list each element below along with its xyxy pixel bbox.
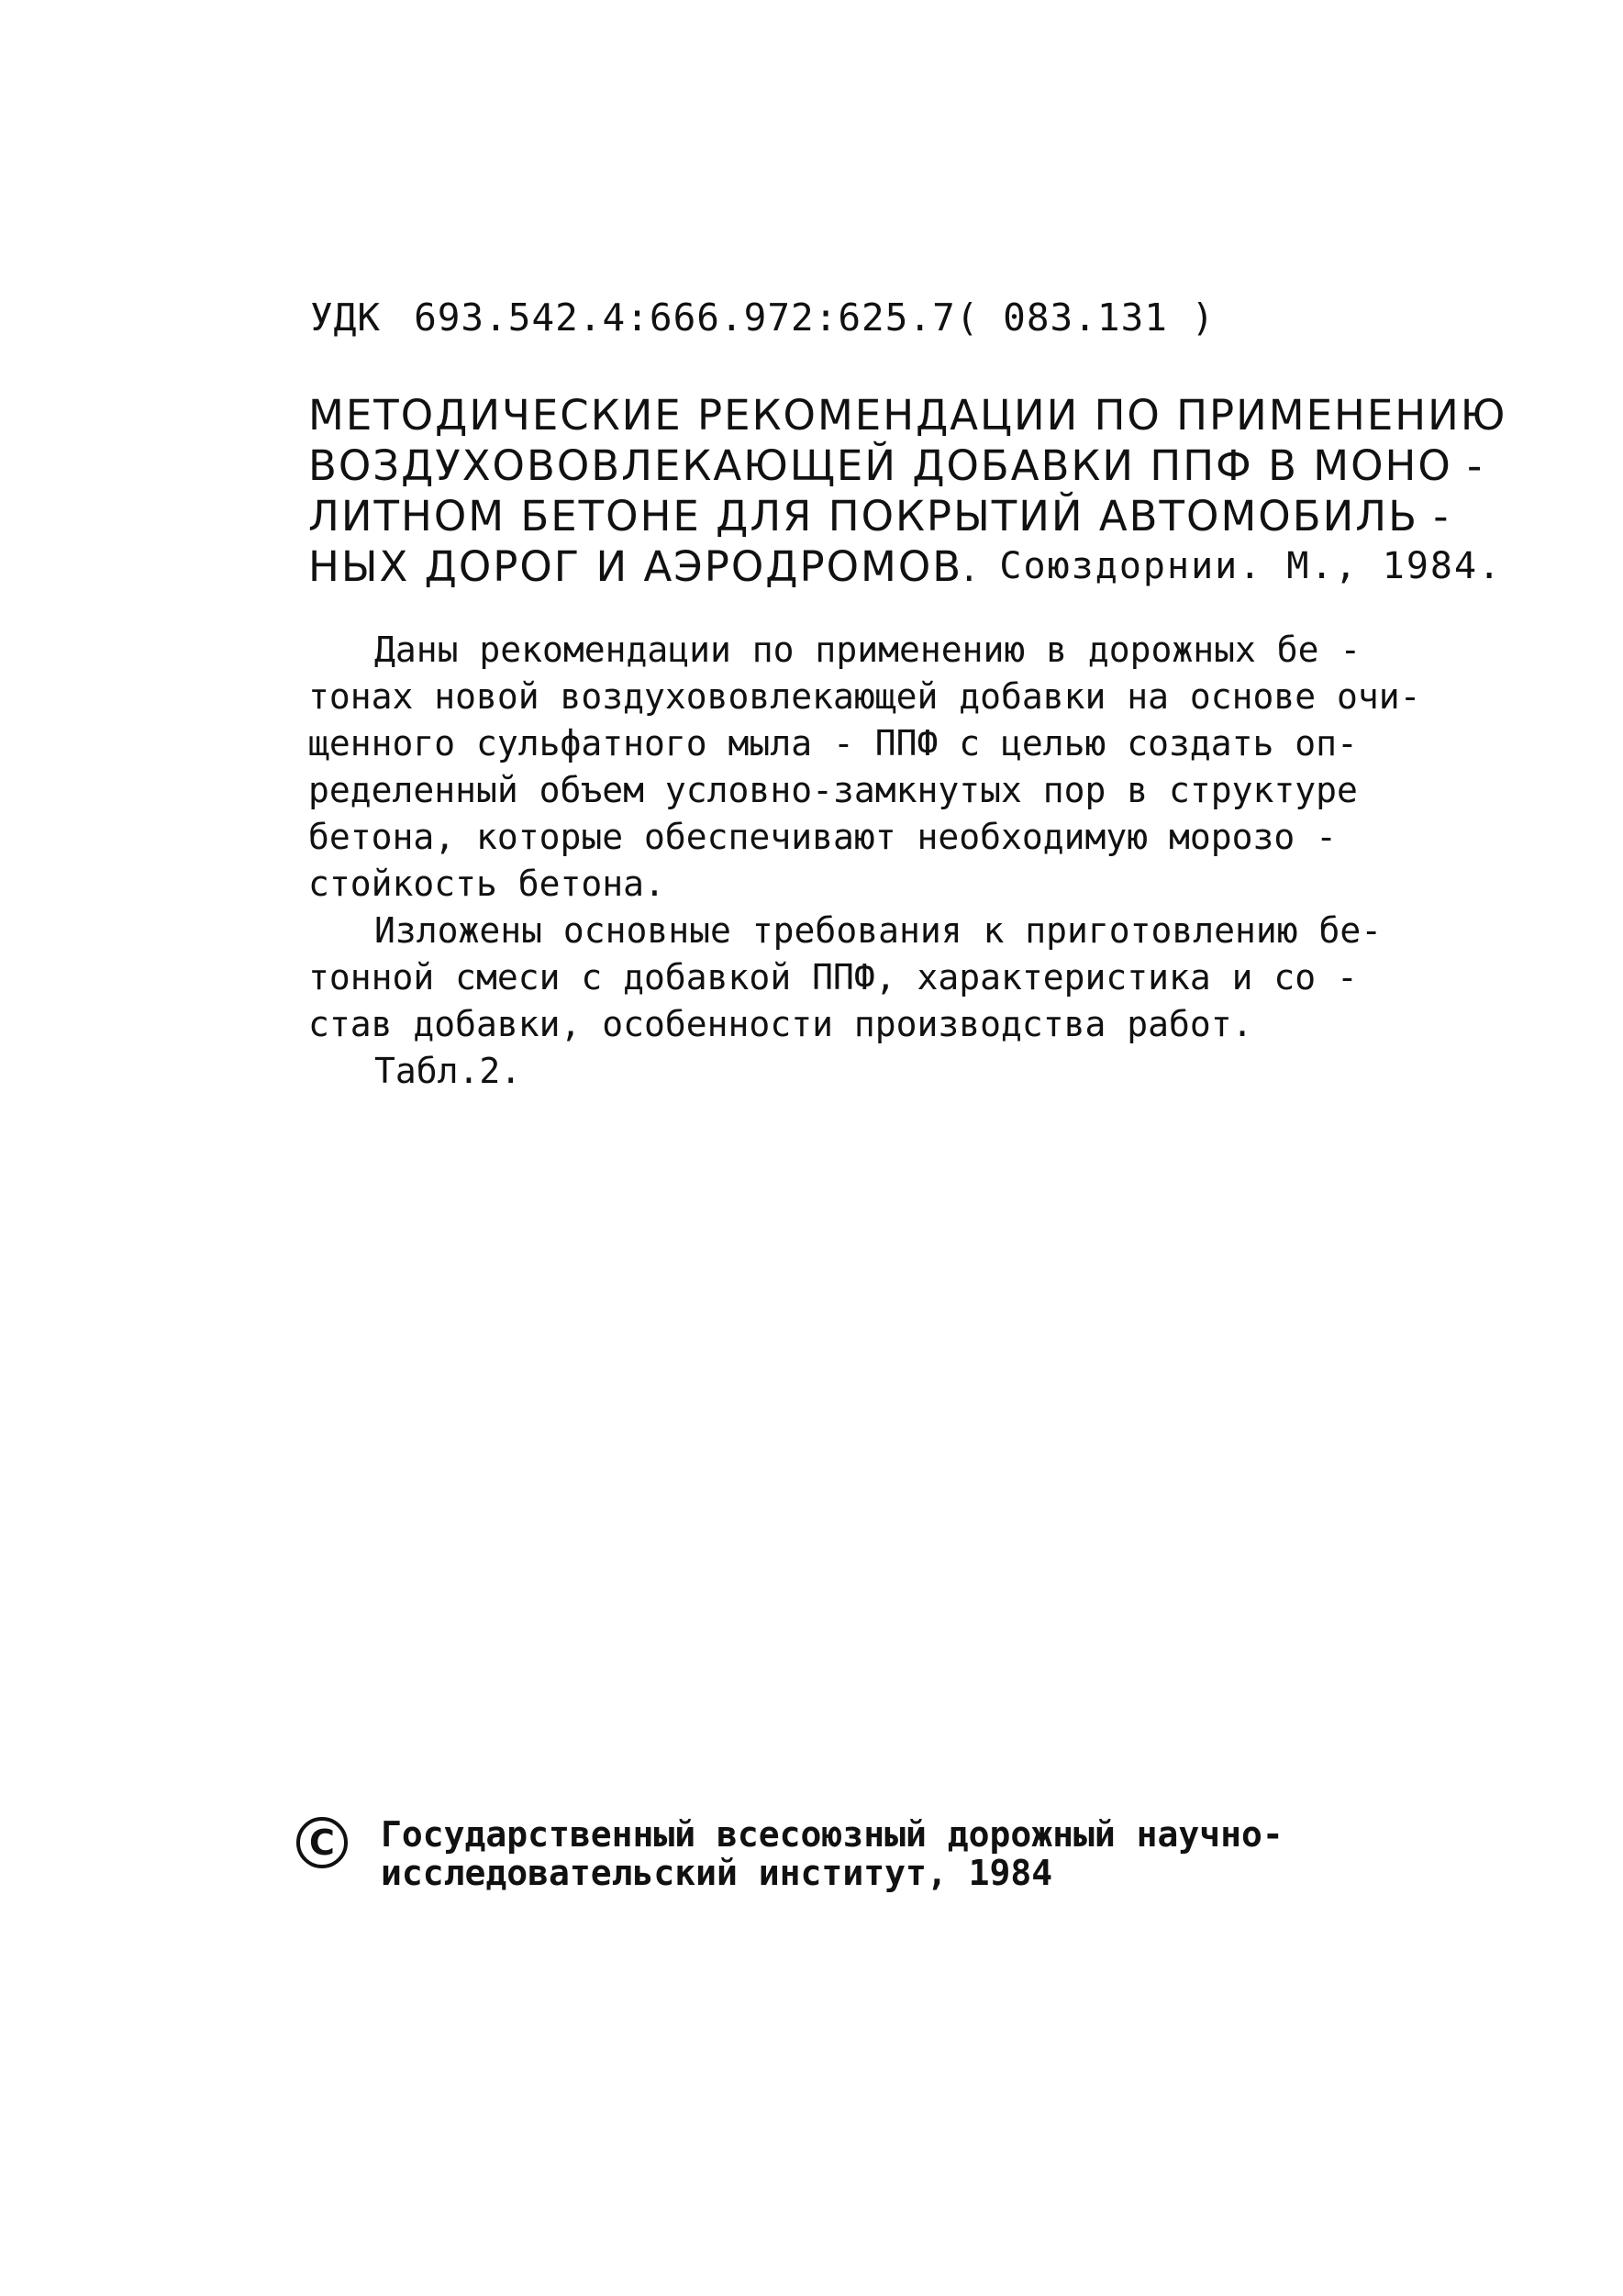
copyright-line: исследовательский институт, 1984 (381, 1853, 1053, 1893)
title-line-text: МЕТОДИЧЕСКИЕ РЕКОМЕНДАЦИИ ПО ПРИМЕНЕНИЮ (308, 391, 1507, 440)
title-line-text: ЛИТНОМ БЕТОНЕ ДЛЯ ПОКРЫТИЙ АВТОМОБИЛЬ - (308, 492, 1451, 541)
copyright-text (381, 1815, 1284, 1892)
title-line (308, 390, 1529, 440)
title-line (308, 440, 1529, 491)
abstract-line: Изложены основные требования к приготовлению бе- (374, 910, 1383, 951)
abstract-line: став добавки, особенности производства работ. (308, 1004, 1253, 1044)
copyright-line: Государственный всесоюзный дорожный научно- (381, 1814, 1284, 1855)
title-line-text: ВОЗДУХОВОВЛЕКАЮЩЕЙ ДОБАВКИ ППФ В МОНО - (308, 441, 1484, 490)
document-title (308, 390, 1529, 592)
title-line-text: НЫХ ДОРОГ И АЭРОДРОМОВ. (308, 542, 978, 591)
abstract (308, 627, 1492, 1095)
udk-line (310, 295, 1215, 340)
abstract-line: тонной смеси с добавкой ППФ, характеристика и со - (308, 957, 1358, 998)
udk-code: 693.542.4:666.972:625.7( 083.131 ) (414, 295, 1216, 340)
abstract-line: тонах новой воздухововлекающей добавки на основе очи- (308, 676, 1421, 717)
udk-label: УДК (310, 295, 382, 340)
abstract-line: бетона, которые обеспечивают необходимую морозо - (308, 817, 1338, 857)
abstract-line: щенного сульфатного мыла - ППФ с целью создать оп- (308, 723, 1358, 763)
title-line (308, 491, 1529, 541)
copyright-block (296, 1815, 1284, 1892)
publisher-info: Союздорнии. М., 1984. (999, 545, 1503, 587)
title-line (308, 541, 1529, 592)
abstract-line: Даны рекомендации по применению в дорожных бе - (374, 630, 1362, 670)
tables-note: Табл.2. (374, 1051, 522, 1091)
abstract-line: стойкость бетона. (308, 864, 665, 904)
copyright-icon: C (296, 1817, 348, 1868)
abstract-line: ределенный объем условно-замкнутых пор в структуре (308, 770, 1358, 810)
